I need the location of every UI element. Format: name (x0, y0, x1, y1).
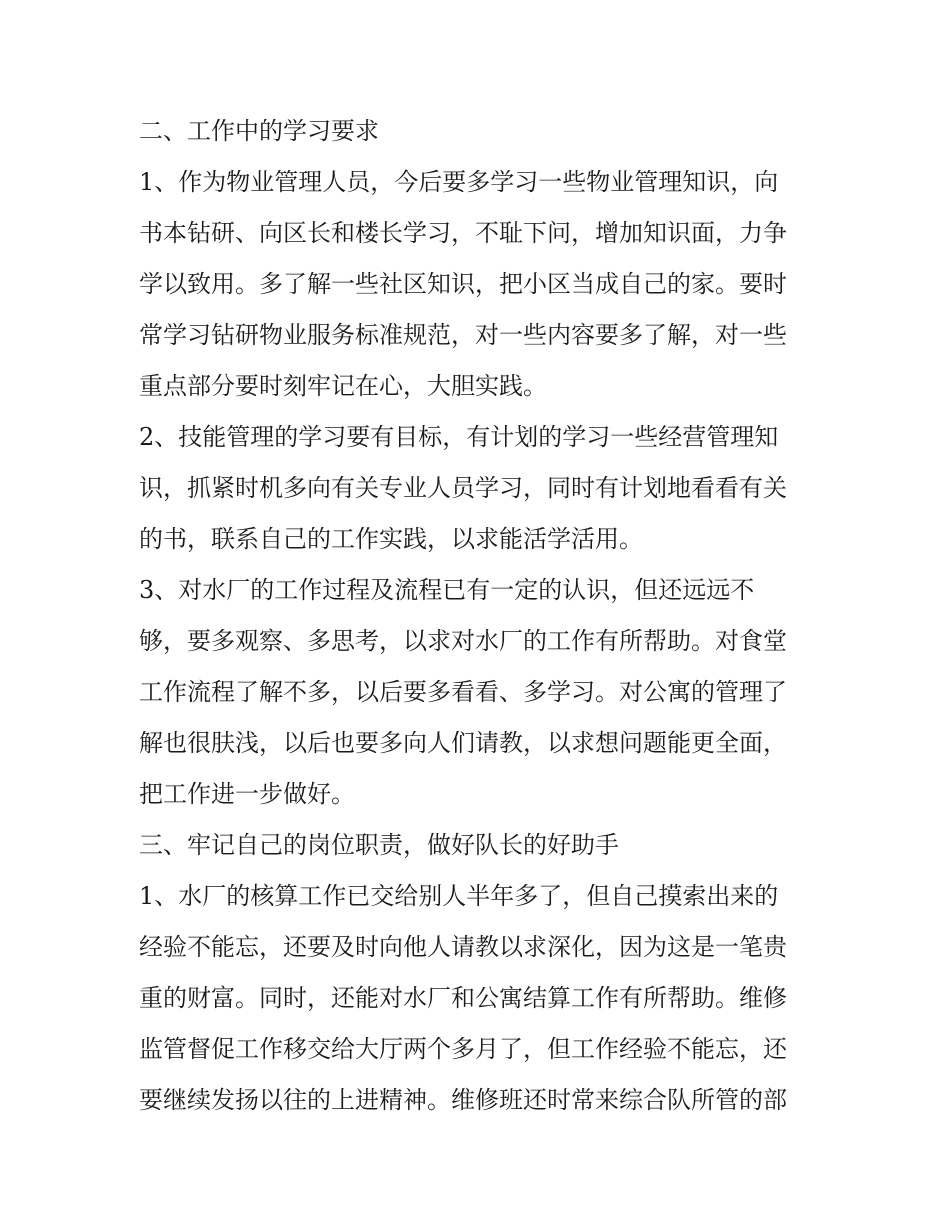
paragraph-line: 经验不能忘，还要及时向他人请教以求深化，因为这是一笔贵 (139, 933, 787, 961)
document-body (139, 106, 819, 1126)
section-heading-job-duties: 三、牢记自己的岗位职责，做好队长的好助手 (139, 831, 619, 859)
paragraph-line: 1、水厂的核算工作已交给别人半年多了，但自己摸索出来的 (139, 882, 779, 910)
paragraph-line: 监管督促工作移交给大厅两个多月了，但工作经验不能忘，还 (139, 1035, 787, 1063)
paragraph-line: 重点部分要时刻牢记在心，大胆实践。 (139, 372, 547, 400)
paragraph-line: 够，要多观察、多思考，以求对水厂的工作有所帮助。对食堂 (139, 627, 787, 655)
paragraph-line: 的书，联系自己的工作实践，以求能活学活用。 (139, 525, 643, 553)
paragraph-line: 要继续发扬以往的上进精神。维修班还时常来综合队所管的部 (139, 1086, 787, 1114)
paragraph-line: 把工作进一步做好。 (139, 780, 355, 808)
paragraph-line: 学以致用。多了解一些社区知识，把小区当成自己的家。要时 (139, 270, 787, 298)
section-heading-study-requirements: 二、工作中的学习要求 (139, 117, 379, 145)
paragraph-line: 书本钻研、向区长和楼长学习，不耻下问，增加知识面，力争 (139, 219, 787, 247)
paragraph-line: 2、技能管理的学习要有目标，有计划的学习一些经营管理知 (139, 423, 779, 451)
paragraph-line: 识，抓紧时机多向有关专业人员学习，同时有计划地看看有关 (139, 474, 787, 502)
paragraph-line: 1、作为物业管理人员，今后要多学习一些物业管理知识，向 (139, 168, 779, 196)
paragraph-line: 工作流程了解不多，以后要多看看、多学习。对公寓的管理了 (139, 678, 787, 706)
paragraph-line: 解也很肤浅，以后也要多向人们请教，以求想问题能更全面， (139, 729, 787, 757)
paragraph-line: 重的财富。同时，还能对水厂和公寓结算工作有所帮助。维修 (139, 984, 787, 1012)
paragraph-line: 3、对水厂的工作过程及流程已有一定的认识，但还远远不 (139, 576, 755, 604)
paragraph-line: 常学习钻研物业服务标准规范，对一些内容要多了解，对一些 (139, 321, 787, 349)
